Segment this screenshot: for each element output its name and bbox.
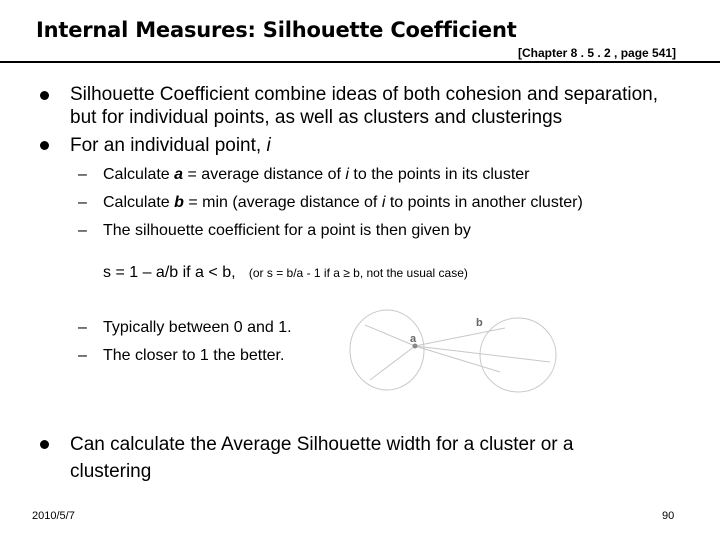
diagram-label-b: b <box>476 317 483 329</box>
bullet-text: Silhouette Coefficient combine ideas of both cohesion and separation, <box>70 84 658 105</box>
page-number: 90 <box>662 510 675 522</box>
variable-i: i <box>266 135 271 156</box>
silhouette-diagram <box>340 300 560 410</box>
bullet-dot <box>40 91 49 100</box>
variable-i: i <box>345 166 349 183</box>
variable-i: i <box>381 194 386 211</box>
title-divider <box>0 61 720 63</box>
diagram-label-a: a <box>410 333 417 345</box>
distance-line <box>415 346 550 362</box>
dash-marker: – <box>78 319 87 336</box>
bullet-dot <box>40 440 49 449</box>
bullet-text: Can calculate the Average Silhouette width for a cluster or a <box>70 434 574 455</box>
distance-line <box>415 328 505 346</box>
text: Calculate <box>103 166 175 183</box>
bullet-text: but for individual points, as well as clusters and clusterings <box>70 107 563 128</box>
dash-marker: – <box>78 166 87 183</box>
cluster-ellipse-a <box>350 310 424 390</box>
silhouette-formula <box>103 263 468 283</box>
formula-alternate: (or s = b/a - 1 if a ≥ b, not the usual case) <box>248 266 468 280</box>
text: to the points in its cluster <box>348 166 530 183</box>
sub-bullet-text <box>103 193 583 213</box>
chapter-reference: [Chapter 8 . 5 . 2 , page 541] <box>518 46 677 60</box>
distance-line <box>365 325 415 346</box>
bullet-text: clustering <box>70 461 152 482</box>
footer-date: 2010/5/7 <box>32 510 75 522</box>
text: = min (average distance of <box>183 194 382 211</box>
slide-title: Internal Measures: Silhouette Coefficient <box>36 18 517 42</box>
bullet-text-prefix: For an individual point, <box>70 135 267 156</box>
bullet-dot <box>40 141 49 150</box>
dash-marker: – <box>78 222 87 239</box>
sub-bullet-text: Typically between 0 and 1. <box>103 319 292 336</box>
variable-a: a <box>174 166 184 183</box>
distance-line <box>415 346 500 372</box>
dash-marker: – <box>78 194 87 211</box>
text: = average distance of <box>183 166 346 183</box>
dash-marker: – <box>78 347 87 364</box>
formula-main: s = 1 – a/b if a < b, <box>103 264 236 281</box>
variable-b: b <box>174 194 184 211</box>
sub-bullet-text: The closer to 1 the better. <box>103 347 285 364</box>
distance-line <box>370 346 415 380</box>
sub-bullet-text <box>103 165 529 185</box>
text: Calculate <box>103 194 175 211</box>
text: to points in another cluster) <box>385 194 583 211</box>
sub-bullet-text: The silhouette coefficient for a point is then given by <box>103 222 471 239</box>
bullet-text <box>70 134 271 158</box>
